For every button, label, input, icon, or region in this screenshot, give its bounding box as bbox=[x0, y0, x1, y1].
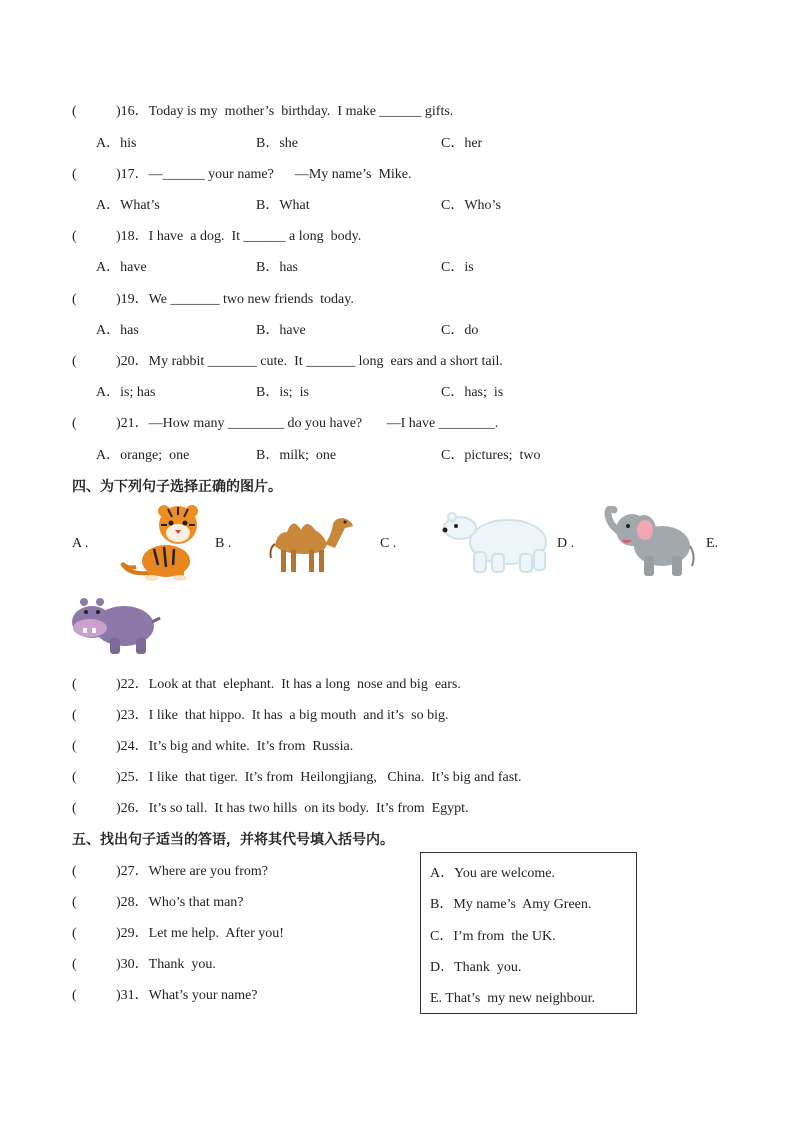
question-text: )30．Thank you. bbox=[116, 957, 216, 972]
question-text: )24．It’s big and white. It’s from Russia. bbox=[116, 739, 354, 754]
answer-paren[interactable]: ( bbox=[72, 770, 77, 785]
option-b: B．have bbox=[256, 323, 306, 338]
option-b: B．is; is bbox=[256, 385, 309, 400]
answer-b: B．My name’s Amy Green. bbox=[430, 897, 592, 912]
option-c: C．do bbox=[441, 323, 479, 338]
question-text: )25．I like that tiger. It’s from Heilongjiang, China. It’s big and fast. bbox=[116, 770, 522, 785]
answer-paren[interactable]: ( bbox=[72, 926, 77, 941]
question-text: )17．—______ your name? —My name’s Mike. bbox=[116, 167, 412, 182]
picture-label-a: A . bbox=[72, 536, 89, 551]
question-27 bbox=[72, 863, 268, 881]
question-text: )20．My rabbit _______ cute. It _______ long ears and a short tail. bbox=[116, 354, 503, 369]
answer-paren[interactable]: ( bbox=[72, 801, 77, 816]
option-a: A．has bbox=[96, 323, 139, 338]
answer-d: D．Thank you. bbox=[430, 960, 522, 975]
question-18 bbox=[72, 228, 361, 246]
answer-e: E. That’s my new neighbour. bbox=[430, 991, 595, 1006]
option-b: B．What bbox=[256, 198, 310, 213]
tiger-picture bbox=[118, 503, 204, 581]
question-17 bbox=[72, 166, 412, 184]
question-text: )28．Who’s that man? bbox=[116, 895, 244, 910]
answer-paren[interactable]: ( bbox=[72, 416, 77, 431]
answer-paren[interactable]: ( bbox=[72, 895, 77, 910]
question-22 bbox=[72, 676, 461, 694]
answer-paren[interactable]: ( bbox=[72, 104, 77, 119]
question-text: )26．It’s so tall. It has two hills on its body. It’s from Egypt. bbox=[116, 801, 469, 816]
picture-label-b: B . bbox=[215, 536, 232, 551]
question-text: )16．Today is my mother’s birthday. I make ______ gifts. bbox=[116, 104, 454, 119]
question-26 bbox=[72, 800, 469, 818]
answer-paren[interactable]: ( bbox=[72, 708, 77, 723]
option-c: C．has; is bbox=[441, 385, 504, 400]
question-30 bbox=[72, 956, 216, 974]
question-text: )18．I have a dog. It ______ a long body. bbox=[116, 229, 362, 244]
question-20 bbox=[72, 353, 503, 371]
answer-paren[interactable]: ( bbox=[72, 354, 77, 369]
answer-paren[interactable]: ( bbox=[72, 229, 77, 244]
answer-box bbox=[420, 852, 637, 1014]
camel-picture bbox=[265, 508, 357, 576]
question-21 bbox=[72, 415, 498, 433]
section-5-heading: 五、找出句子适当的答语，并将其代号填入括号内。 bbox=[72, 832, 394, 848]
option-a: A．orange; one bbox=[96, 448, 190, 463]
elephant-picture bbox=[604, 506, 696, 578]
answer-paren[interactable]: ( bbox=[72, 292, 77, 307]
option-a: A．is; has bbox=[96, 385, 156, 400]
question-text: )22．Look at that elephant. It has a long nose and big ears. bbox=[116, 677, 461, 692]
question-19 bbox=[72, 291, 354, 309]
picture-label-d: D . bbox=[557, 536, 575, 551]
answer-paren[interactable]: ( bbox=[72, 957, 77, 972]
option-a: A．his bbox=[96, 136, 137, 151]
question-31 bbox=[72, 987, 258, 1005]
option-b: B．milk; one bbox=[256, 448, 337, 463]
question-text: )23．I like that hippo. It has a big mouth and it’s so big. bbox=[116, 708, 449, 723]
question-24 bbox=[72, 738, 353, 756]
question-16 bbox=[72, 103, 453, 121]
question-text: )21．—How many ________ do you have? —I have ________. bbox=[116, 416, 499, 431]
section-4-heading: 四、为下列句子选择正确的图片。 bbox=[72, 479, 282, 495]
question-29 bbox=[72, 925, 284, 943]
question-text: )29．Let me help. After you! bbox=[116, 926, 284, 941]
picture-label-e: E. bbox=[706, 536, 719, 551]
question-23 bbox=[72, 707, 448, 725]
question-text: )27．Where are you from? bbox=[116, 864, 268, 879]
option-c: C．her bbox=[441, 136, 483, 151]
answer-c: C．I’m from the UK. bbox=[430, 929, 556, 944]
option-c: C．is bbox=[441, 260, 474, 275]
polar-bear-picture bbox=[440, 508, 550, 576]
answer-a: A．You are welcome. bbox=[430, 866, 555, 881]
option-a: A．have bbox=[96, 260, 147, 275]
hippo-picture bbox=[70, 592, 162, 656]
picture-label-c: C . bbox=[380, 536, 397, 551]
answer-paren[interactable]: ( bbox=[72, 167, 77, 182]
answer-paren[interactable]: ( bbox=[72, 677, 77, 692]
option-c: C．pictures; two bbox=[441, 448, 541, 463]
option-b: B．has bbox=[256, 260, 298, 275]
option-a: A．What’s bbox=[96, 198, 160, 213]
answer-paren[interactable]: ( bbox=[72, 739, 77, 754]
answer-paren[interactable]: ( bbox=[72, 988, 77, 1003]
question-25 bbox=[72, 769, 522, 787]
question-text: )31．What’s your name? bbox=[116, 988, 258, 1003]
answer-paren[interactable]: ( bbox=[72, 864, 77, 879]
option-c: C．Who’s bbox=[441, 198, 501, 213]
option-b: B．she bbox=[256, 136, 298, 151]
question-28 bbox=[72, 894, 244, 912]
question-text: )19．We _______ two new friends today. bbox=[116, 292, 354, 307]
